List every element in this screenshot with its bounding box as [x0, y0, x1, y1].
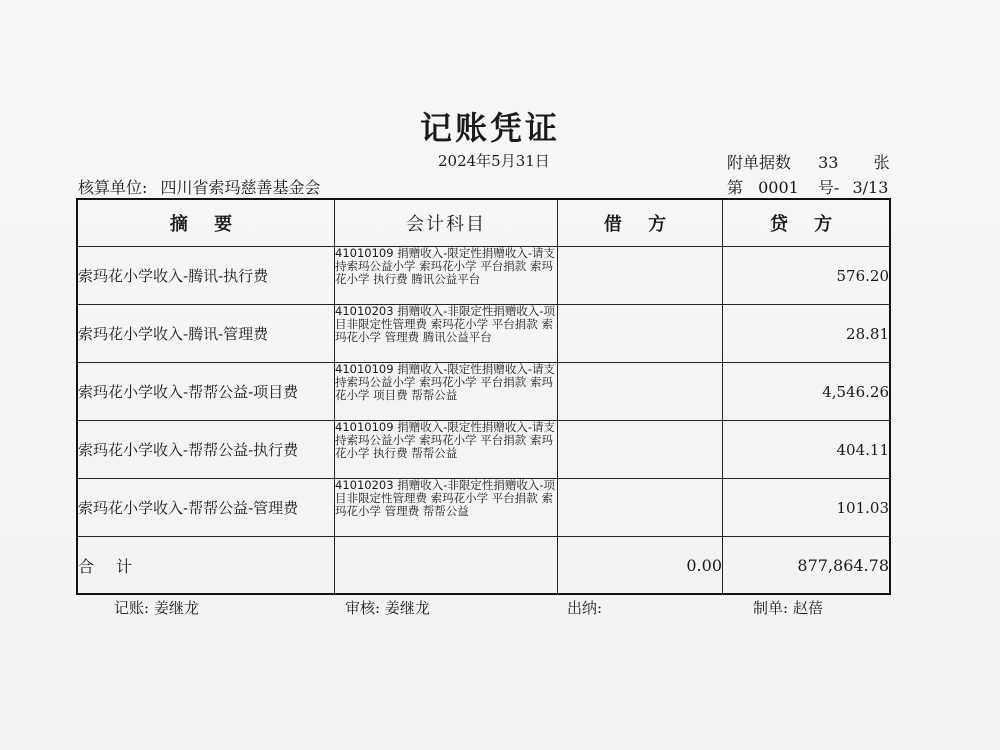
row-account: 41010203 捐赠收入-非限定性捐赠收入-项目非限定性管理费 索玛花小学 平台捐款 索玛花小学 管理费 腾讯公益平台: [335, 305, 558, 363]
row-summary: 索玛花小学收入-腾讯-管理费: [77, 305, 335, 363]
attach-label: 附单据数: [727, 153, 792, 172]
row-debit: [558, 363, 723, 421]
total-account-empty: [335, 537, 558, 595]
table-row: [77, 363, 890, 421]
total-debit: 0.00: [558, 537, 723, 595]
table-row: [77, 479, 890, 537]
page-title: 记账凭证: [419, 109, 560, 147]
attach-unit: 张: [873, 153, 890, 172]
row-summary: 索玛花小学收入-帮帮公益-执行费: [77, 421, 335, 479]
row-summary: 索玛花小学收入-帮帮公益-管理费: [77, 479, 335, 537]
table-header-row: [77, 199, 890, 247]
row-debit: [558, 479, 723, 537]
voucher-number: [727, 175, 888, 198]
total-label: 合计: [77, 537, 335, 595]
attachment-count: [727, 150, 890, 173]
row-credit: 576.20: [723, 247, 891, 305]
table-row: [77, 305, 890, 363]
table-row: [77, 247, 890, 305]
col-summary: 摘 要: [77, 199, 335, 247]
voucher-date: 2024年5月31日: [438, 152, 550, 170]
col-account: 会计科目: [335, 199, 558, 247]
unit-label: 核算单位:: [78, 178, 148, 197]
attach-count-value: 33: [818, 153, 839, 172]
voucher-table: [76, 198, 891, 595]
row-account: 41010203 捐赠收入-非限定性捐赠收入-项目非限定性管理费 索玛花小学 平台捐款 索玛花小学 管理费 帮帮公益: [335, 479, 558, 537]
row-account: 41010109 捐赠收入-限定性捐赠收入-请支持索玛公益小学 索玛花小学 平台捐款 索玛花小学 项目费 帮帮公益: [335, 363, 558, 421]
no-suffix: 号-: [817, 178, 840, 197]
cashier: 出纳:: [567, 599, 603, 617]
table-row: [77, 421, 890, 479]
total-credit: 877,864.78: [723, 537, 891, 595]
total-row: [77, 537, 890, 595]
row-credit: 4,546.26: [723, 363, 891, 421]
row-account: 41010109 捐赠收入-限定性捐赠收入-请支持索玛公益小学 索玛花小学 平台捐款 索玛花小学 执行费 帮帮公益: [335, 421, 558, 479]
no-value: 0001: [758, 178, 799, 197]
row-account: 41010109 捐赠收入-限定性捐赠收入-请支持索玛公益小学 索玛花小学 平台捐款 索玛花小学 执行费 腾讯公益平台: [335, 247, 558, 305]
row-debit: [558, 305, 723, 363]
row-debit: [558, 247, 723, 305]
col-credit: 贷 方: [723, 199, 891, 247]
row-credit: 101.03: [723, 479, 891, 537]
col-debit: 借 方: [558, 199, 723, 247]
row-credit: 28.81: [723, 305, 891, 363]
accounting-unit: [78, 175, 321, 198]
row-credit: 404.11: [723, 421, 891, 479]
row-debit: [558, 421, 723, 479]
row-summary: 索玛花小学收入-腾讯-执行费: [77, 247, 335, 305]
no-prefix: 第: [727, 178, 744, 197]
unit-name: 四川省索玛慈善基金会: [160, 178, 321, 197]
preparer: 制单: 赵蓓: [753, 599, 823, 617]
page-number: 3/13: [852, 178, 889, 197]
reviewer: 审核: 姜继龙: [345, 599, 430, 617]
row-summary: 索玛花小学收入-帮帮公益-项目费: [77, 363, 335, 421]
bookkeeper: 记账: 姜继龙: [114, 599, 199, 617]
